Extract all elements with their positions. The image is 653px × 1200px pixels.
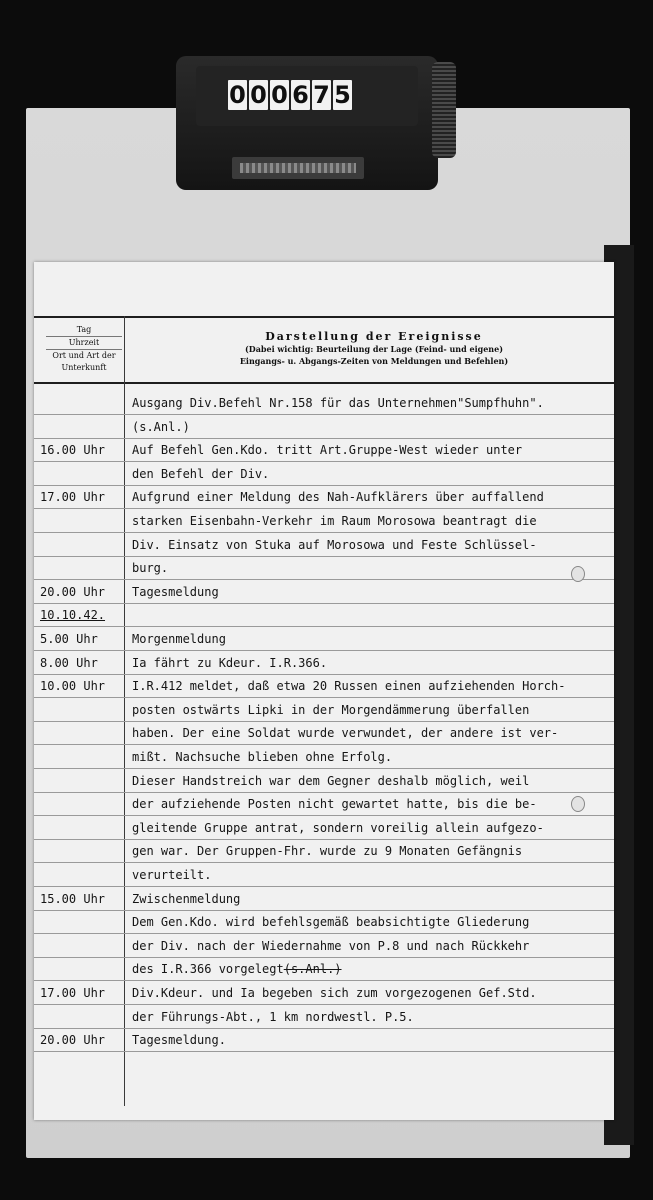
entry-text-main: posten ostwärts Lipki in der Morgendämmerung überfallen (132, 702, 530, 717)
entry-text (132, 392, 610, 415)
entry-time: 15.00 Uhr (40, 891, 106, 906)
entry-row (34, 699, 614, 722)
counter-digit: 5 (334, 81, 351, 109)
entry-text (132, 416, 610, 439)
counter-digit: 7 (313, 81, 330, 109)
entry-text (132, 888, 610, 911)
entry-text (132, 652, 610, 675)
counter-digit: 0 (229, 81, 246, 109)
entry-row (34, 486, 614, 509)
entry-row (34, 1006, 614, 1029)
entry-text (132, 746, 610, 769)
entry-text (132, 864, 610, 887)
war-diary-sheet (34, 262, 614, 1120)
entry-row (34, 817, 614, 840)
entry-text (132, 1006, 610, 1029)
entry-text-main: Auf Befehl Gen.Kdo. tritt Art.Gruppe-West wieder unter (132, 443, 523, 458)
entry-text (132, 486, 610, 509)
entry-text (132, 699, 610, 722)
entry-text-main: gleitende Gruppe antrat, sondern voreilig allein aufgezo- (132, 820, 544, 835)
entry-text (132, 793, 610, 816)
entry-row (34, 534, 614, 557)
entry-row (34, 911, 614, 934)
entry-text (132, 770, 610, 793)
entry-row (34, 463, 614, 486)
entry-time: 10.00 Uhr (40, 679, 106, 694)
entry-text (132, 911, 610, 934)
frame-counter-digits (228, 80, 352, 110)
entry-time: 8.00 Uhr (40, 655, 98, 670)
entry-text-main: der Div. nach der Wiedernahme von P.8 und nach Rückkehr (132, 938, 530, 953)
entry-row (34, 604, 614, 627)
entry-text (132, 557, 610, 580)
entry-row (34, 439, 614, 462)
entry-row (34, 746, 614, 769)
entry-time: 5.00 Uhr (40, 632, 98, 646)
entry-time: 10.10.42. (40, 608, 106, 623)
entry-text (132, 817, 610, 840)
entry-text (132, 534, 610, 557)
entry-row (34, 935, 614, 958)
entry-text-main: Ia fährt zu Kdeur. I.R.366. (132, 655, 328, 670)
entry-text-main: Dem Gen.Kdo. wird befehlsgemäß beabsichtigte Gliederung (132, 915, 530, 930)
punch-hole (571, 796, 585, 812)
entry-text-main: Ausgang Div.Befehl Nr.158 für das Unternehmen"Sumpfhuhn". (132, 396, 544, 410)
entry-text-main: Dieser Handstreich war dem Gegner deshalb möglich, weil (132, 773, 530, 788)
entry-text-main: I.R.412 meldet, daß etwa 20 Russen einen aufziehenden Horch- (132, 679, 566, 694)
entry-row (34, 958, 614, 981)
entry-row (34, 888, 614, 911)
counter-digit: 0 (250, 81, 267, 109)
entry-time: 20.00 Uhr (40, 584, 106, 599)
entry-text (132, 510, 610, 533)
entry-row (34, 581, 614, 604)
counter-digit: 0 (271, 81, 288, 109)
entry-row (34, 392, 614, 415)
entry-row (34, 652, 614, 675)
header-bottom-rule (34, 382, 614, 384)
entry-text-main: des I.R.366 vorgelegt (132, 962, 284, 977)
entry-text-main: starken Eisenbahn-Verkehr im Raum Morosowa beantragt die (132, 514, 537, 528)
entry-row (34, 722, 614, 745)
header-top-rule (34, 316, 614, 318)
entry-text (132, 463, 610, 486)
counter-digit: 6 (292, 81, 309, 109)
entry-text-main: haben. Der eine Soldat wurde verwundet, der andere ist ver- (132, 726, 559, 741)
entry-time: 16.00 Uhr (40, 443, 106, 458)
entry-row (34, 628, 614, 651)
entry-text (132, 1029, 610, 1052)
entry-text-main: Tagesmeldung (132, 584, 219, 599)
entry-text-main: Zwischenmeldung (132, 891, 241, 906)
entry-row (34, 840, 614, 863)
header-title: Darstellung der Ereignisse (265, 330, 483, 343)
entry-text (132, 722, 610, 745)
header-left-column (46, 324, 122, 374)
entry-text-main: Tagesmeldung. (132, 1033, 226, 1048)
entry-text-main: Div. Einsatz von Stuka auf Morosowa und Feste Schlüssel- (132, 537, 537, 552)
counter-plate-label (240, 163, 356, 173)
header-right-column (134, 330, 614, 367)
entry-text-main: der aufziehende Posten nicht gewartet hatte, bis die be- (132, 797, 537, 812)
entry-text-main: Morgenmeldung (132, 632, 226, 646)
entry-row (34, 416, 614, 439)
entry-row (34, 675, 614, 698)
entry-row (34, 770, 614, 793)
entry-text-main: den Befehl der Div. (132, 466, 270, 481)
entry-text-main: Div.Kdeur. und Ia begeben sich zum vorgezogenen Gef.Std. (132, 986, 537, 1000)
header-subtitle-2: Eingangs- u. Abgangs-Zeiten von Meldungen und Befehlen) (239, 356, 509, 366)
entry-text-main: (s.Anl.) (132, 419, 190, 434)
entry-text-main: Aufgrund einer Meldung des Nah-Aufklärers über auffallend (132, 490, 544, 505)
header-label-day: Tag (46, 324, 122, 337)
header-subtitle-1: (Dabei wichtig: Beurteilung der Lage (Feind- und eigene) (245, 344, 503, 354)
entry-text (132, 439, 610, 462)
entry-text-struck: (s.Anl.) (283, 962, 342, 977)
entry-text (132, 958, 610, 981)
entry-text (132, 628, 610, 651)
entry-time: 20.00 Uhr (40, 1033, 106, 1048)
entry-row (34, 557, 614, 580)
entry-row (34, 982, 614, 1005)
ruled-line (34, 1051, 614, 1052)
entry-text-main: burg. (132, 561, 169, 576)
counter-knob (432, 62, 456, 158)
header-label-time: Uhrzeit (46, 337, 122, 350)
entry-text-main: der Führungs-Abt., 1 km nordwestl. P.5. (132, 1009, 414, 1024)
entry-text (132, 675, 610, 698)
entry-time: 17.00 Uhr (40, 490, 106, 505)
entry-text (132, 840, 610, 863)
entry-row (34, 864, 614, 887)
entry-time: 17.00 Uhr (40, 986, 106, 1000)
entry-text-main: gen war. Der Gruppen-Fhr. wurde zu 9 Monaten Gefängnis (132, 844, 523, 859)
entry-text-main: verurteilt. (132, 868, 212, 882)
entry-text (132, 982, 610, 1005)
entry-row (34, 510, 614, 533)
entry-text (132, 581, 610, 604)
entry-text-main: mißt. Nachsuche blieben ohne Erfolg. (132, 750, 393, 764)
entry-row (34, 1029, 614, 1052)
header-label-location: Ort und Art der Unterkunft (52, 351, 116, 372)
entry-text (132, 935, 610, 958)
entry-row (34, 793, 614, 816)
punch-hole (571, 566, 585, 582)
